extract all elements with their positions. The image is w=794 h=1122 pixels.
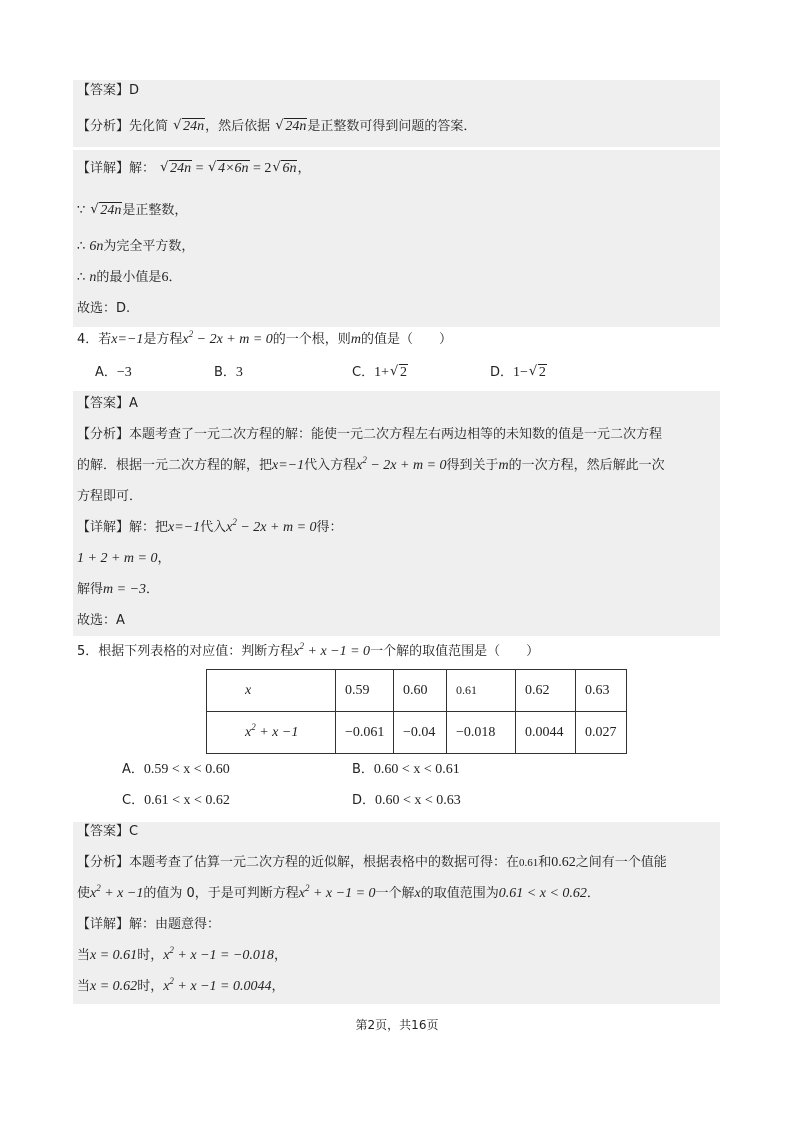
q5-case-1: 当x = 0.61时，$x^2 + x -1 = -0.018$，	[77, 945, 287, 963]
q3-therefore-line-2: ∴ n的最小值是6．	[77, 270, 182, 285]
q4-step-1: 1 + 2 + m = 0，	[77, 551, 171, 566]
q3-analysis: 【分析】先化简 √ 24n，然后依据 √ 24n是正整数可得到问题的答案．	[77, 119, 476, 135]
q3-because-line: ∵ √ 24n是正整数，	[77, 203, 187, 219]
value-table	[206, 669, 627, 754]
radical-6n: √ 6n	[272, 161, 297, 177]
q5-analysis-line-1: 【分析】本题考查了估算一元二次方程的近似解，根据表格中的数据可得：在0.61和0.62之间有一个值能	[77, 855, 667, 870]
radical-24n: √ 24n	[173, 119, 205, 135]
table-cell: 0.59	[336, 670, 394, 712]
radical-24n: √ 24n	[275, 119, 307, 135]
table-cell: 0.027	[576, 712, 627, 754]
q5-answer: 【答案】C	[77, 824, 139, 839]
radical-2: √ 2	[529, 365, 547, 381]
table-row	[207, 670, 627, 712]
radical-2: √ 2	[390, 365, 408, 381]
table-cell: 0.63	[576, 670, 627, 712]
table-cell: 0.61	[447, 670, 516, 712]
table-cell: −0.018	[447, 712, 516, 754]
radical-24n: √ 24n	[160, 161, 192, 177]
q5-option-d[interactable]: D．0.60 < x < 0.63	[352, 793, 461, 808]
q3-answer: 【答案】D	[77, 83, 140, 98]
q4-option-c[interactable]: C．1+√ 2	[352, 365, 408, 381]
table-cell: 0.60	[394, 670, 447, 712]
table-row	[207, 712, 627, 754]
analysis-label: 【分析】	[77, 119, 130, 134]
q4-choice: 故选：A	[77, 613, 125, 628]
q4-option-b[interactable]: B．3	[214, 365, 243, 380]
q5-analysis-line-2: 使$x^2 + x -1$的值为 0，于是可判断方程$x^2 + x -1 = 0$一个解x的取值范围为0.61 < x < 0.62．	[77, 883, 600, 901]
detail-label: 【详解】	[77, 161, 130, 176]
radical-24n: √ 24n	[90, 203, 122, 219]
q3-choice: 故选：D.	[77, 301, 131, 316]
table-cell: 0.0044	[516, 712, 576, 754]
table-cell: 0.62	[516, 670, 576, 712]
q5-detail: 【详解】解：由题意得：	[77, 917, 221, 932]
q5-case-2: 当x = 0.62时，$x^2 + x -1 = 0.0044$，	[77, 976, 285, 994]
because-symbol: ∵	[77, 203, 86, 218]
table-header-cell: $x^2 + x -1$	[207, 712, 336, 754]
q5-option-a[interactable]: A．0.59 < x < 0.60	[122, 762, 230, 777]
q3-answer-band	[73, 80, 720, 147]
q4-detail: 【详解】解：把x=−1代入$x^2 - 2x + m = 0$得：	[77, 517, 343, 535]
q5-question: 5．根据下列表格的对应值：判断方程$x^2 + x -1 = 0$一个解的取值范围是（ ）	[77, 641, 540, 659]
q4-step-2: 解得m = −3．	[77, 582, 160, 597]
q4-answer: 【答案】A	[77, 396, 138, 411]
q4-option-d[interactable]: D．1−√ 2	[490, 365, 547, 381]
q3-detail: 【详解】解： √ 24n = √ 4×6n = 2√ 6n，	[77, 161, 310, 177]
table-header-cell: x	[207, 670, 336, 712]
q5-option-b[interactable]: B．0.60 < x < 0.61	[352, 762, 460, 777]
therefore-symbol: ∴	[77, 239, 86, 254]
therefore-symbol: ∴	[77, 270, 86, 285]
q4-question: 4．若x=−1是方程$x^2 - 2x + m = 0$的一个根，则m的值是（ ）	[77, 329, 452, 347]
q4-analysis-line-1: 【分析】本题考查了一元二次方程的解：能使一元二次方程左右两边相等的未知数的值是一元二次方程	[77, 427, 663, 442]
page-footer: 第2页，共16页	[355, 1018, 439, 1032]
table-cell: −0.04	[394, 712, 447, 754]
q3-therefore-line-1: ∴ 6n为完全平方数，	[77, 239, 195, 254]
q4-option-a[interactable]: A．−3	[95, 365, 132, 380]
radical-4x6n: √ 4×6n	[208, 161, 249, 177]
table-cell: −0.061	[336, 712, 394, 754]
q4-analysis-line-2: 的解．根据一元二次方程的解，把x=−1代入方程$x^2 - 2x + m = 0$得到关于m的一次方程，然后解此一次	[77, 455, 665, 473]
q5-option-c[interactable]: C．0.61 < x < 0.62	[122, 793, 230, 808]
q4-analysis-line-3: 方程即可．	[77, 489, 143, 504]
